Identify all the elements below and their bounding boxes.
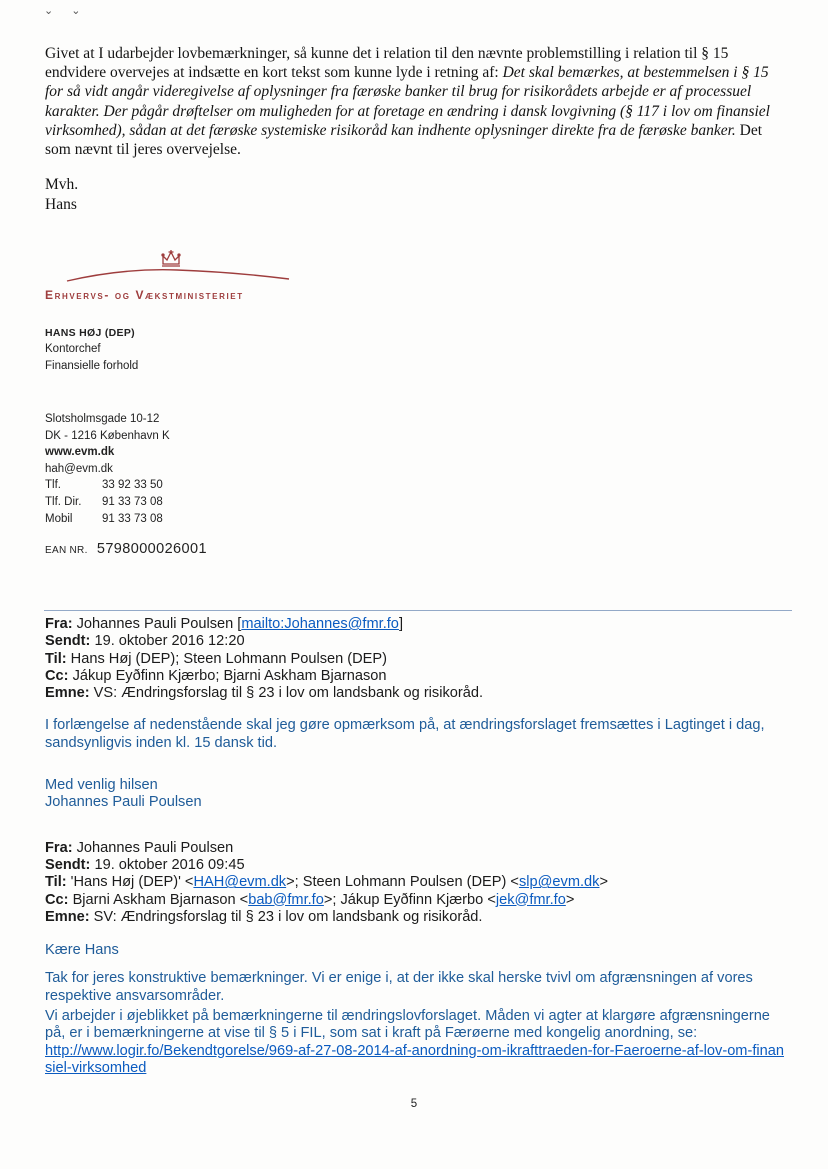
cc-label: Cc: — [45, 667, 69, 684]
page-number: 5 — [410, 1098, 418, 1110]
email2-sent-line — [45, 857, 787, 874]
scan-marks: ⌄⌄ — [44, 4, 99, 17]
email2-cc-line — [45, 892, 787, 909]
email1-sent-line — [45, 633, 787, 650]
contact-title: Kontorchef — [45, 343, 101, 355]
to-label: Til: — [45, 650, 67, 667]
email2-greeting: Kære Hans — [45, 942, 119, 959]
phone-number: 33 92 33 50 — [102, 479, 163, 491]
memo-normal-1: Givet at I udarbejder lovbemærkninger, så kunne det i relation til den nævnte problemstilling i relation til § 15 endvidere overvejes at indsætte en kort tekst som kunne lyde i retning af: — [45, 45, 729, 82]
sent-label: Sendt: — [45, 633, 91, 650]
contact-address-line1: Slotsholmsgade 10-12 — [45, 413, 160, 425]
signoff-mvh: Mvh. — [45, 176, 79, 194]
email2-subject-line — [45, 909, 787, 926]
cc-value-mid: >; Jákup Eyðfinn Kjærbo < — [323, 891, 496, 908]
phone-label: Mobil — [45, 513, 73, 525]
contact-department: Finansielle forhold — [45, 359, 139, 372]
subject-label: Emne: — [45, 908, 90, 925]
cc-value-end: > — [565, 891, 575, 908]
email2-from-line — [45, 840, 787, 857]
closing-name: Johannes Pauli Poulsen — [45, 794, 202, 811]
sent-label: Sendt: — [45, 856, 91, 873]
from-label: Fra: — [45, 839, 73, 856]
to-value-mid: >; Steen Lohmann Poulsen (DEP) < — [286, 874, 519, 891]
logir-url-link[interactable]: http://www.logir.fo/Bekendtgorelse/969-af-27-08-2014-af-anordning-om-ikrafttraeden-for-Faeroerne-af-lov-om-finansiel-virksomhed — [45, 1042, 784, 1076]
from-value: Johannes Pauli Poulsen [ — [72, 616, 242, 632]
email-address-link[interactable]: jek@fmr.fo — [495, 891, 566, 908]
memo-paragraph — [45, 44, 790, 159]
email-address-link[interactable]: HAH@evm.dk — [193, 874, 287, 891]
phone-list — [45, 477, 207, 528]
email1-closing — [45, 777, 787, 812]
subject-label: Emne: — [45, 685, 90, 702]
signoff-name: Hans — [45, 196, 77, 214]
ean-number: 5798000026001 — [96, 541, 207, 557]
to-value: Hans Høj (DEP); Steen Lohmann Poulsen (DEP) — [66, 650, 388, 667]
email-address-link[interactable]: bab@fmr.fo — [248, 891, 324, 908]
contact-website: www.evm.dk — [45, 446, 115, 458]
sent-value: 19. oktober 2016 12:20 — [90, 633, 245, 650]
ministry-logo — [45, 246, 315, 302]
email1-to-line — [45, 651, 787, 668]
to-label: Til: — [45, 874, 67, 891]
memo-italic-quote: Det skal bemærkes, at bestemmelsen i § 15 for så vidt angår videregivelse af oplysninger fra færøske banker til brug for risikorådets arbejde er af processuel karakter. Der pågår drøftelser om muligheden for at foretage en ændring i dansk lovgivning (§ 117 i lov om finansiel virksomhed), sådan at det færøske systemiske risikoråd kan indhente oplysninger direkte fra de færøske banker. — [45, 64, 770, 139]
from-value-end: ] — [398, 616, 403, 632]
ministry-name: Erhvervs- og Vækstministeriet — [45, 288, 244, 302]
crown-icon — [63, 246, 293, 286]
subject-value: SV: Ændringsforslag til § 23 i lov om landsbank og risikoråd. — [89, 908, 483, 925]
email2-header — [45, 840, 787, 926]
closing-salutation: Med venlig hilsen — [45, 777, 158, 794]
from-value: Johannes Pauli Poulsen — [72, 839, 234, 856]
to-value-end: > — [599, 874, 608, 891]
subject-value: VS: Ændringsforslag til § 23 i lov om landsbank og risikoråd. — [89, 685, 484, 702]
email1-body: I forlængelse af nedenstående skal jeg gøre opmærksom på, at ændringsforslaget fremsættes i Lagtinget i dag, sandsynligvis inden kl. 15 dansk tid. — [45, 717, 765, 751]
email1-from-line — [45, 616, 787, 633]
phone-label: Tlf. — [45, 479, 61, 491]
email-thread — [45, 616, 787, 1077]
spacer — [45, 374, 207, 411]
email1-header — [45, 616, 787, 702]
signature-block — [45, 325, 207, 560]
from-label: Fra: — [45, 616, 73, 632]
cc-value: Jákup Eyðfinn Kjærbo; Bjarni Askham Bjarnason — [68, 667, 387, 684]
sent-value: 19. oktober 2016 09:45 — [90, 856, 245, 873]
to-value: 'Hans Høj (DEP)' < — [66, 874, 194, 891]
mailto-link[interactable]: mailto:Johannes@fmr.fo — [241, 616, 399, 632]
memo-normal-2: Det som nævnt til jeres overvejelse. — [45, 121, 763, 159]
email-address-link[interactable]: slp@evm.dk — [518, 874, 600, 891]
ean-row — [45, 541, 207, 560]
memo-text — [45, 44, 790, 216]
contact-email: hah@evm.dk — [45, 462, 113, 475]
email1-subject-line — [45, 685, 787, 702]
email2-body-paragraph-2: Vi arbejder i øjeblikket på bemærkningerne til ændringslovforslaget. Måden vi agter at klargøre afgrænsningerne på, er i bemærkningerne at vise til § 5 i FIL, som sat i kraft på Færøerne med kongelig anordning, se: — [45, 1008, 770, 1042]
ean-label: EAN NR. — [45, 545, 88, 556]
memo-signoff — [45, 175, 790, 215]
section-divider — [44, 610, 792, 611]
contact-address-line2: DK - 1216 København K — [45, 429, 170, 442]
email1-cc-line — [45, 668, 787, 685]
phone-label: Tlf. Dir. — [45, 496, 82, 508]
phone-number: 91 33 73 08 — [102, 513, 163, 525]
contact-name: HANS HØJ (DEP) — [45, 327, 135, 339]
email2-body-paragraph-1: Tak for jeres konstruktive bemærkninger. Vi er enige i, at der ikke skal herske tvivl om afgrænsningen af vores respektive ansvarsområder. — [45, 970, 753, 1004]
cc-label: Cc: — [45, 891, 69, 908]
phone-number: 91 33 73 08 — [102, 496, 163, 508]
cc-value: Bjarni Askham Bjarnason < — [68, 891, 249, 908]
email2-to-line — [45, 874, 787, 891]
